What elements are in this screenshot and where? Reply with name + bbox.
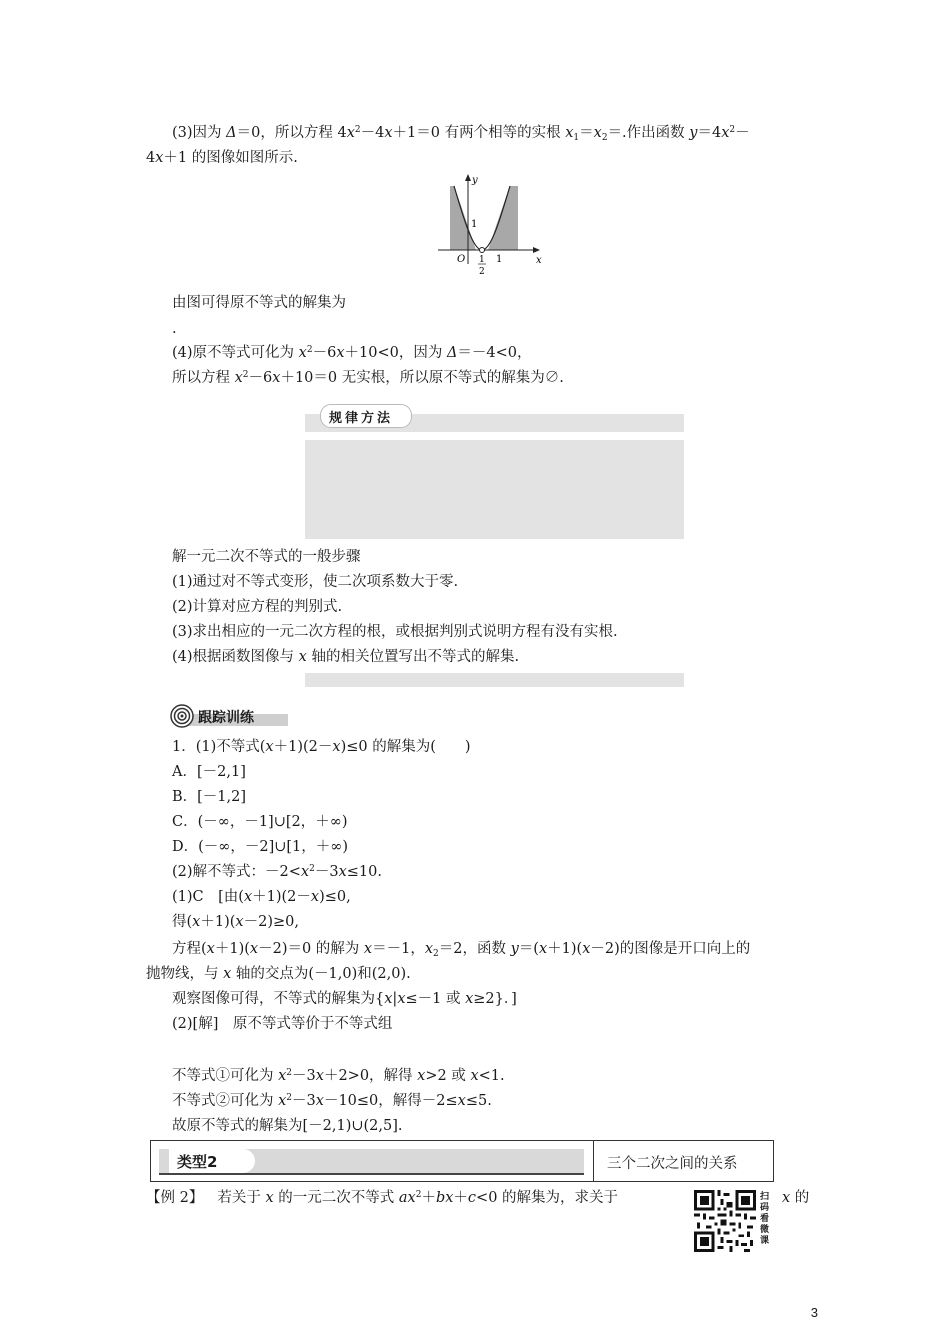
- part4-line2: 所以方程 $x^2-6x+10=0$ 无实根，所以原不等式的解集为∅.: [172, 370, 564, 386]
- x-axis-label: x: [536, 255, 542, 266]
- method-step-4: (4)根据函数图像与 x 轴的相关位置写出不等式的解集.: [172, 649, 520, 665]
- answer-line-4: 抛物线，与 x 轴的交点为(－1,0)和(2,0).: [146, 966, 411, 982]
- example2-line-end: x 的: [782, 1190, 810, 1206]
- answer-line-1: (1)C [由(x＋1)(2－x)≤0,: [172, 889, 351, 905]
- target-icon: [170, 704, 194, 728]
- method-step-3: (3)求出相应的一元二次方程的根，或根据判别式说明方程有没有实根.: [172, 624, 618, 640]
- method-step-2: (2)计算对应方程的判别式.: [172, 599, 343, 615]
- origin-label: O: [457, 254, 466, 265]
- example2-line: 【例 2】 若关于 x 的一元二次不等式 $ax^2+bx+c<0$ 的解集为，求关于: [146, 1190, 619, 1206]
- qr-caption: 扫码看微课: [760, 1192, 770, 1246]
- y-axis-label: y: [472, 175, 478, 186]
- x-tick-half-num: 1: [479, 255, 485, 265]
- method-title: 规律方法: [329, 411, 394, 426]
- practice-q1: 1．(1)不等式(x＋1)(2－x)≤0 的解集为( ): [172, 739, 471, 755]
- parabola-graph: [430, 172, 550, 282]
- answer-line-8: 不等式②可化为 $x^2-3x-10\le 0$，解得－2≤x≤5.: [172, 1093, 492, 1109]
- type2-title: 三个二次之间的关系: [607, 1156, 738, 1172]
- type2-divider: [593, 1141, 594, 1181]
- vertex-point: [480, 248, 485, 253]
- practice-q2: (2)解不等式：$-2<x^2-3x\le 10$.: [172, 864, 382, 880]
- answer-line-6: (2)[解] 原不等式等价于不等式组: [172, 1016, 393, 1032]
- solution-set-text: 由图可得原不等式的解集为: [172, 295, 346, 311]
- x-tick-1: 1: [496, 254, 503, 265]
- part4-line1: (4)原不等式可化为 $x^2-6x+10<0$，因为 Δ＝－4<0，: [172, 345, 532, 361]
- part3-line2: 4x＋1 的图像如图所示.: [146, 150, 298, 166]
- type2-header: [150, 1140, 774, 1182]
- method-step-1: (1)通过对不等式变形，使二次项系数大于零.: [172, 574, 459, 590]
- y-tick-1: 1: [471, 219, 478, 230]
- option-b: B．[－1,2]: [172, 789, 247, 805]
- page-number: 3: [810, 1305, 818, 1320]
- type2-label: 类型2: [177, 1153, 218, 1171]
- method-footer-bar: [305, 673, 684, 687]
- type2-label-badge: [169, 1149, 255, 1173]
- answer-line-9: 故原不等式的解集为[－2,1)∪(2,5].: [172, 1118, 403, 1134]
- y-axis-arrow: [465, 174, 471, 181]
- shaded-region-right: [488, 186, 518, 250]
- method-title-badge: [320, 404, 412, 428]
- x-axis-arrow: [533, 247, 540, 253]
- answer-line-5: 观察图像可得，不等式的解集为{x|x≤－1 或 x≥2}．]: [172, 991, 517, 1007]
- method-body-box: [305, 440, 684, 539]
- practice-title: 跟踪训练: [198, 710, 254, 726]
- option-c: C．(－∞，－1]∪[2，＋∞): [172, 814, 348, 830]
- option-a: A．[－2,1]: [172, 764, 246, 780]
- qr-code-icon[interactable]: [694, 1190, 756, 1252]
- type2-label-bar: [159, 1149, 584, 1175]
- x-tick-half-den: 2: [479, 267, 485, 277]
- answer-line-2: 得(x＋1)(x－2)≥0,: [172, 914, 299, 930]
- option-d: D．(－∞，－2]∪[1，＋∞): [172, 839, 349, 855]
- solution-set-dot: .: [172, 321, 177, 337]
- method-heading: 解一元二次不等式的一般步骤: [172, 549, 361, 565]
- part3-line1: (3)因为 Δ＝0，所以方程 $4x^2-4x+1=0$ 有两个相等的实根 $x_1=x_2=$.作出函数 $y=4x^2-$: [172, 125, 750, 143]
- answer-line-7: 不等式①可化为 $x^2-3x+2>0$，解得 x>2 或 x<1.: [172, 1068, 505, 1084]
- practice-header: [170, 704, 288, 728]
- answer-line-3: 方程(x＋1)(x－2)＝0 的解为 x＝－1，$x_2=2$，函数 y＝(x＋1)(x－2)的图像是开口向上的: [172, 941, 751, 959]
